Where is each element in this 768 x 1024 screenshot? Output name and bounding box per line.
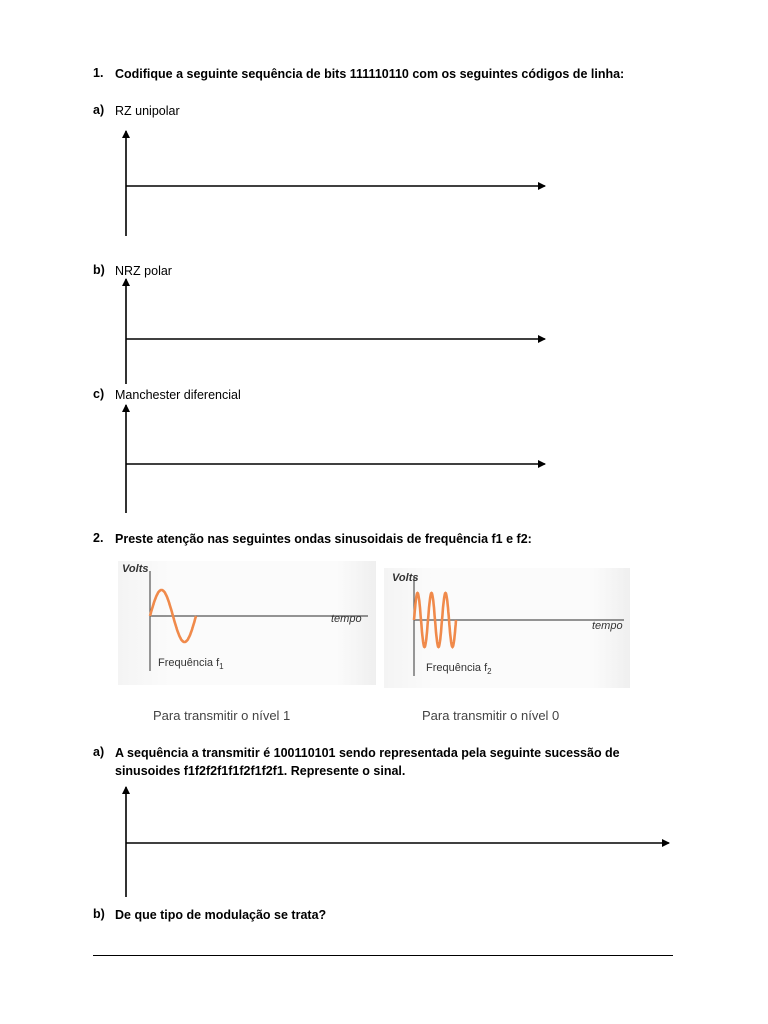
- q1-a-letter: a): [93, 103, 105, 117]
- q2-a-line1: A sequência a transmitir é 100110101 sendo representada pela seguinte sucessão de: [115, 746, 620, 760]
- q1-c-label: Manchester diferencial: [115, 388, 241, 402]
- q1-b-letter: b): [93, 263, 105, 277]
- q1-a-label: RZ unipolar: [115, 104, 180, 118]
- sine-wave-f2: [414, 593, 456, 647]
- q2-a-letter: a): [93, 745, 105, 759]
- figure-frequency-f1: [118, 561, 376, 685]
- question-2-text: Preste atenção nas seguintes ondas sinusoidais de frequência f1 e f2:: [115, 532, 532, 546]
- question-2-number: 2.: [93, 531, 104, 545]
- figure-frequency-f2: [384, 568, 630, 688]
- fig1-ylabel: Volts: [122, 563, 149, 575]
- fig2-caption: Para transmitir o nível 0: [422, 708, 560, 723]
- q2-b-label: De que tipo de modulação se trata?: [115, 908, 327, 922]
- fig2-xlabel: tempo: [592, 620, 623, 632]
- q1-b-axes: [126, 279, 545, 384]
- fig1-xlabel: tempo: [331, 613, 362, 625]
- q1-c-letter: c): [93, 387, 105, 401]
- fig2-ylabel: Volts: [392, 572, 419, 584]
- question-1-text: Codifique a seguinte sequência de bits 111110110 com os seguintes códigos de linha:: [115, 67, 625, 81]
- answer-line: [93, 955, 673, 956]
- q2-a-axes: [126, 787, 669, 897]
- q2-b-letter: b): [93, 907, 105, 921]
- q1-a-axes: [126, 131, 545, 236]
- question-1-number: 1.: [93, 66, 104, 80]
- q2-a-line2: sinusoides f1f2f2f1f1f2f1f2f1. Represente o sinal.: [115, 764, 406, 778]
- q1-c-axes: [126, 405, 545, 513]
- fig2-freq-label: Frequência $f_2$: [426, 662, 492, 677]
- q1-b-label: NRZ polar: [115, 264, 172, 278]
- fig1-caption: Para transmitir o nível 1: [153, 708, 291, 723]
- fig1-freq-label: Frequência $f_1$: [158, 657, 224, 672]
